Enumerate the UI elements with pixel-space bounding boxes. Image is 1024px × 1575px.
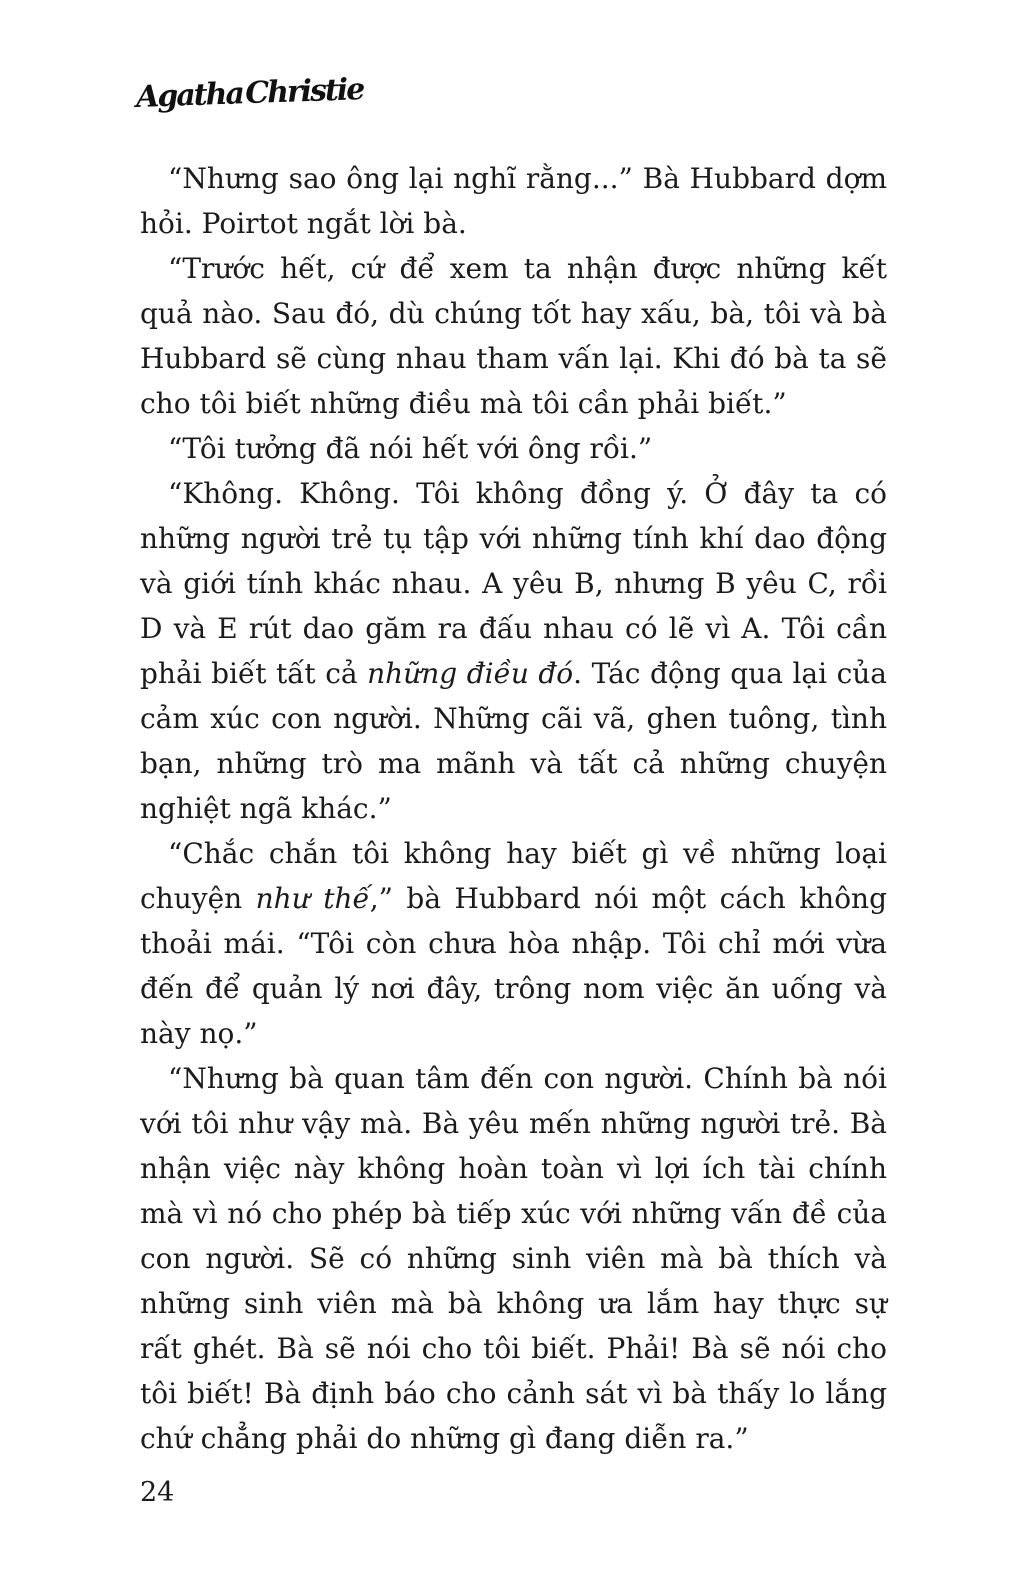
text-segment: “Không. Không. Tôi không đồng ý. Ở đây ta có những người trẻ tụ tập với những tính khí dao động và giới tính khác nhau. A yêu B, nhưng B yêu C, rồi D và E rút dao găm ra đấu nhau có lẽ vì A. Tôi cần phải biết tất cả: [140, 477, 887, 690]
text-segment: “Trước hết, cứ để xem ta nhận được những kết quả nào. Sau đó, dù chúng tốt hay xấu, bà, tôi và bà Hubbard sẽ cùng nhau tham vấn lại. Khi đó bà ta sẽ cho tôi biết những điều mà tôi cần phải biết.”: [140, 252, 887, 420]
paragraph: [140, 1056, 887, 1461]
paragraph: [140, 831, 887, 1056]
page-number: 24: [140, 1477, 175, 1508]
body-text: [140, 156, 887, 1461]
agatha-christie-signature-logo: Agatha Christie: [135, 72, 364, 115]
italic-text-segment: như thế: [255, 882, 370, 915]
text-segment: “Chắc chắn tôi không hay biết gì về những loại chuyện: [140, 837, 887, 915]
paragraph: [140, 246, 887, 426]
text-segment: “Nhưng sao ông lại nghĩ rằng...” Bà Hubbard dợm hỏi. Poirtot ngắt lời bà.: [140, 162, 887, 240]
paragraph: [140, 156, 887, 246]
text-segment: . Tác động qua lại của cảm xúc con người. Những cãi vã, ghen tuông, tình bạn, những trò ma mãnh và tất cả những chuyện nghiệt ngã khác.”: [140, 657, 887, 825]
paragraph: [140, 426, 887, 471]
text-segment: ,” bà Hubbard nói một cách không thoải mái. “Tôi còn chưa hòa nhập. Tôi chỉ mới vừa đến để quản lý nơi đây, trông nom việc ăn uống và này nọ.”: [140, 882, 888, 1050]
paragraph: [140, 471, 887, 831]
text-segment: “Nhưng bà quan tâm đến con người. Chính bà nói với tôi như vậy mà. Bà yêu mến những người trẻ. Bà nhận việc này không hoàn toàn vì lợi ích tài chính mà vì nó cho phép bà tiếp xúc với những vấn đề của con người. Sẽ có những sinh viên mà bà thích và những sinh viên mà bà không ưa lắm hay thực sự rất ghét. Bà sẽ nói cho tôi biết. Phải! Bà sẽ nói cho tôi biết! Bà định báo cho cảnh sát vì bà thấy lo lắng chứ chẳng phải do những gì đang diễn ra.”: [140, 1062, 887, 1455]
text-segment: “Tôi tưởng đã nói hết với ông rồi.”: [168, 432, 653, 465]
italic-text-segment: những điều đó: [367, 657, 574, 690]
